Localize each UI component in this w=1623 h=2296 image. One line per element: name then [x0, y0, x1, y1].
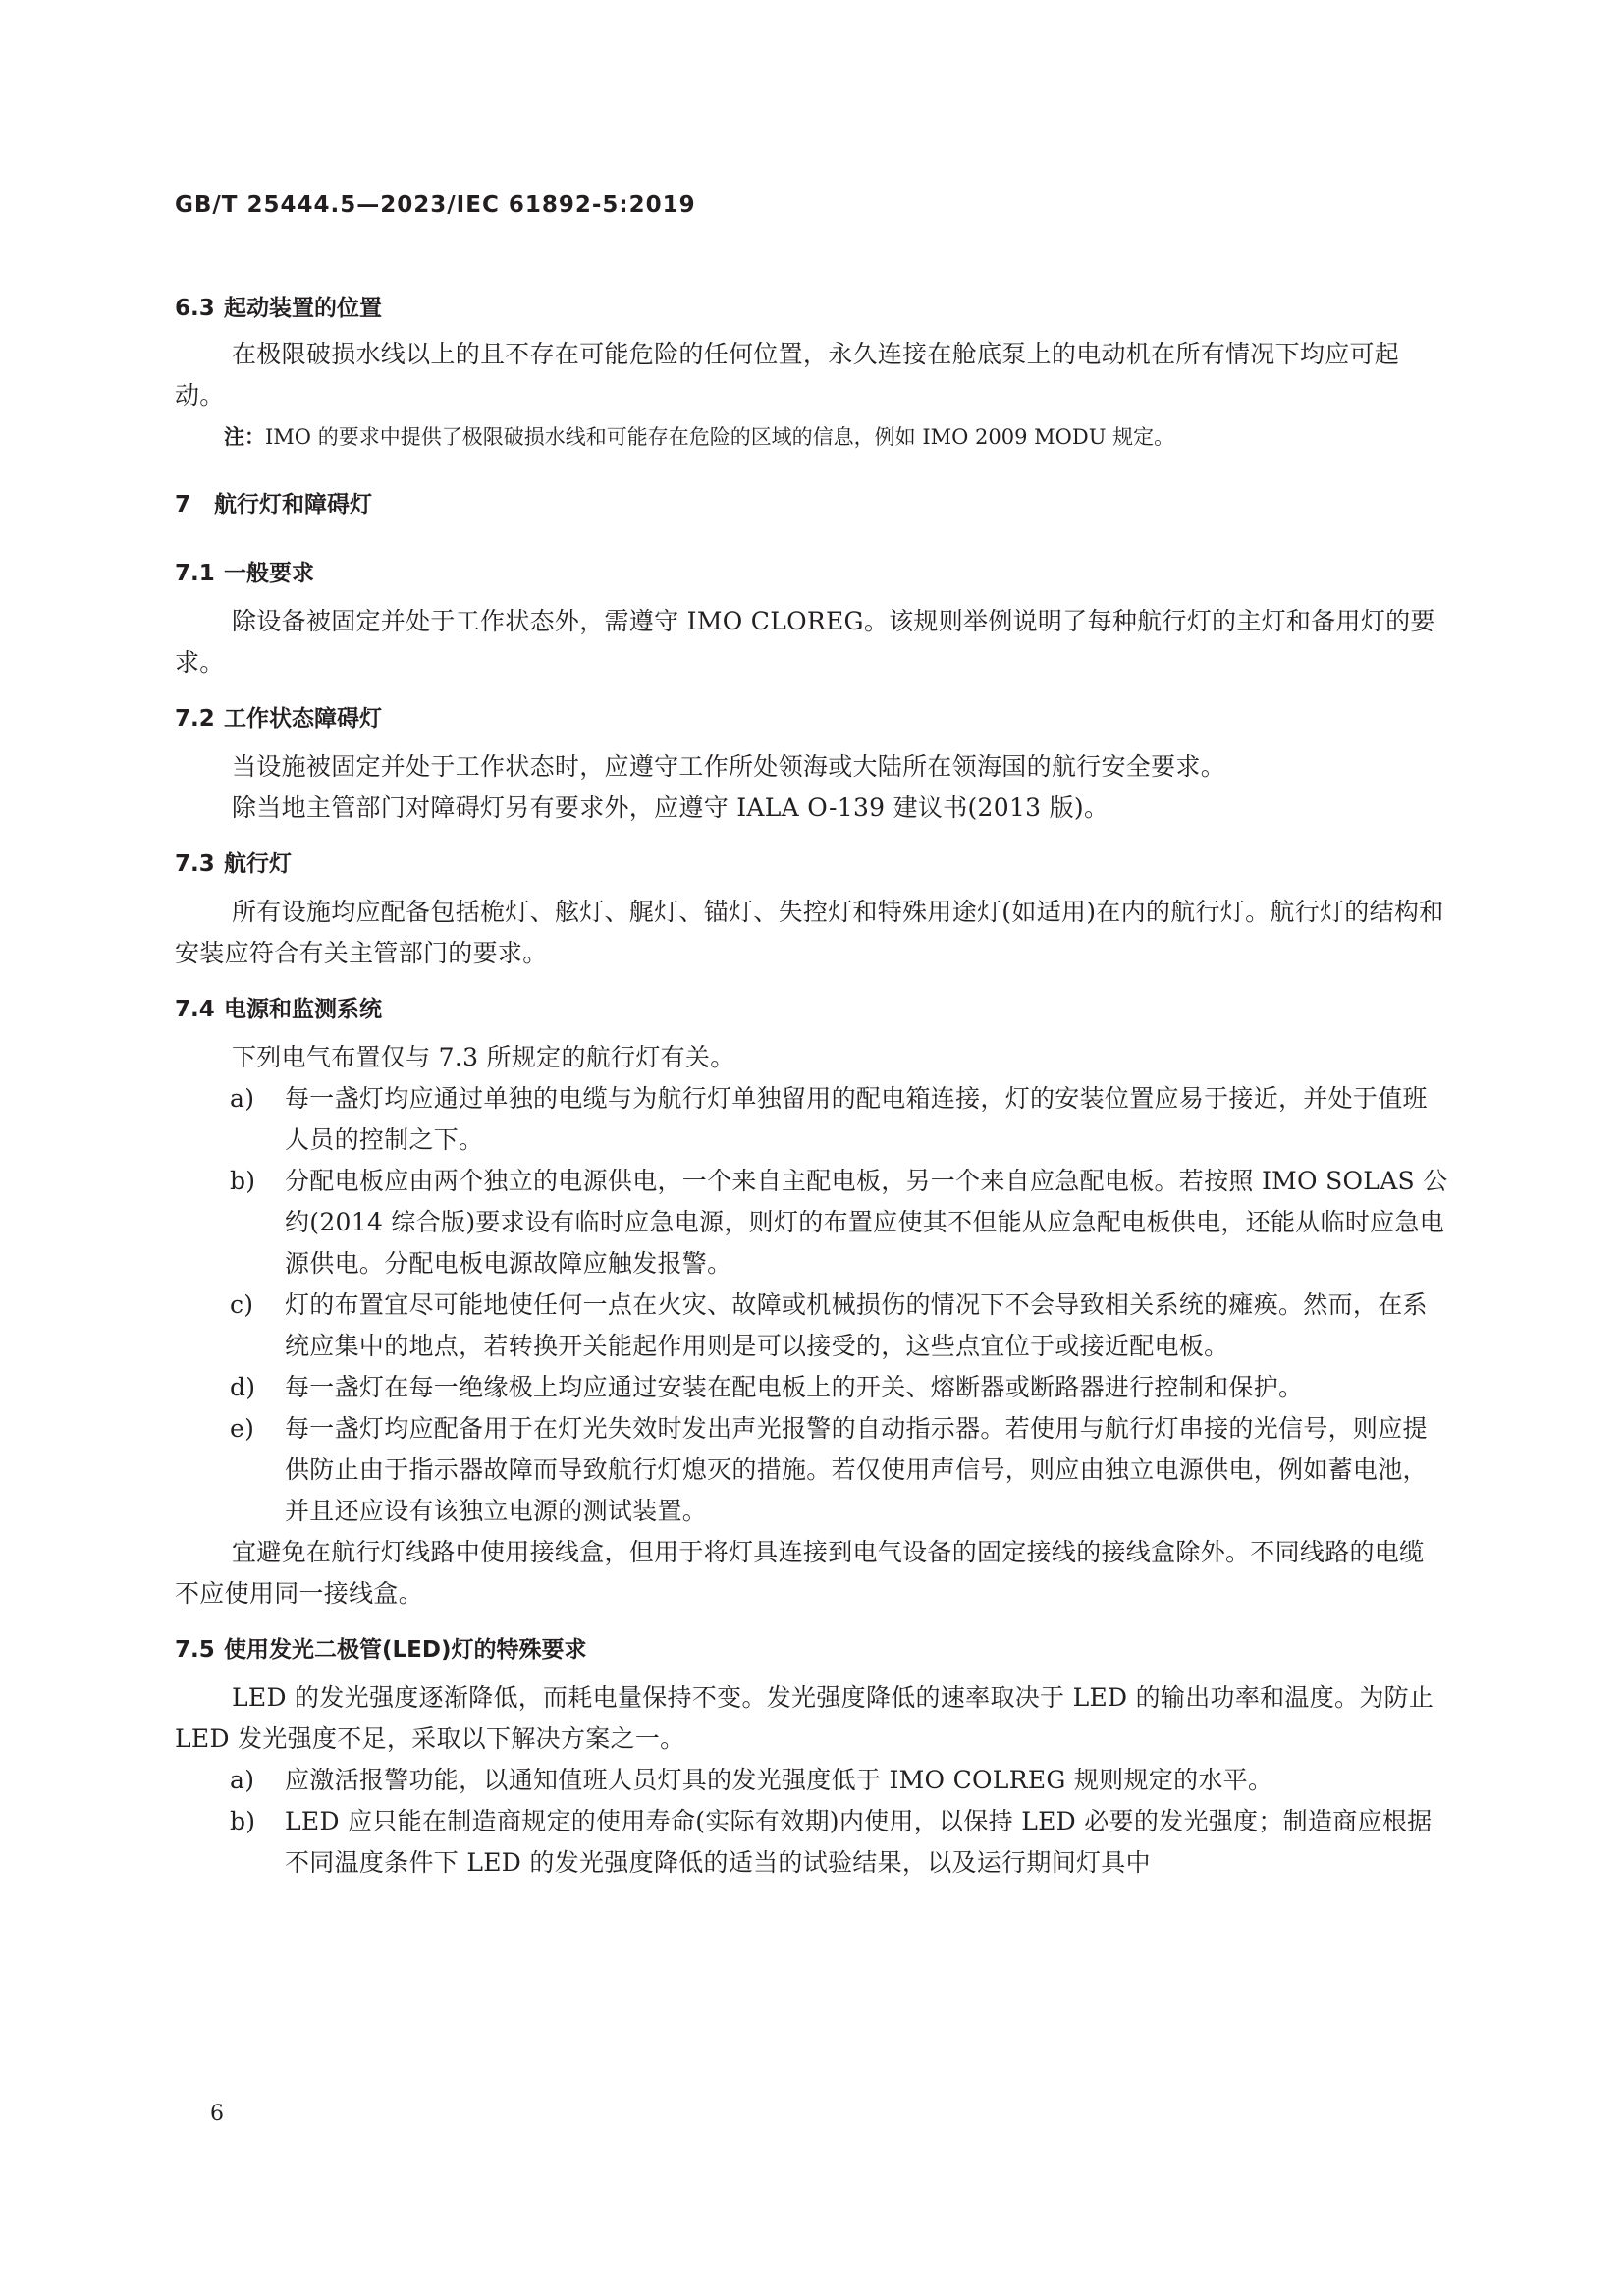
section-7-3 — [175, 847, 1448, 974]
paragraph: 除设备被固定并处于工作状态外，需遵守 IMO CLOREG。该规则举例说明了每种航行灯的主灯和备用灯的要求。 — [175, 607, 1435, 677]
note-label: 注： — [224, 425, 265, 449]
list-label: b) — [230, 1167, 256, 1195]
list-item — [175, 1285, 1448, 1367]
paragraph: 所有设施均应配备包括桅灯、舷灯、艉灯、锚灯、失控灯和特殊用途灯(如适用)在内的航行灯。航行灯的结构和安装应符合有关主管部门的要求。 — [175, 898, 1444, 967]
section-heading: 6.3 起动装置的位置 — [175, 296, 382, 321]
standard-header: GB/T 25444.5—2023/IEC 61892-5:2019 — [175, 192, 696, 218]
list-text: 分配电板应由两个独立的电源供电，一个来自主配电板，另一个来自应急配电板。若按照 IMO SOLAS 公约(2014 综合版)要求设有临时应急电源，则灯的布置应使其不但能从应急配电板供电，还能从临时应急电源供电。分配电板电源故障应触发报警。 — [285, 1167, 1448, 1278]
list-label: d) — [230, 1373, 256, 1401]
list-text: 每一盏灯均应通过单独的电缆与为航行灯单独留用的配电箱连接，灯的安装位置应易于接近，并处于值班人员的控制之下。 — [285, 1084, 1428, 1154]
list-item — [175, 1161, 1448, 1285]
section-7-5 — [175, 1632, 1448, 1884]
list-label: a) — [230, 1766, 255, 1794]
paragraph: 下列电气布置仅与 7.3 所规定的航行灯有关。 — [232, 1043, 735, 1071]
paragraph: 宜避免在航行灯线路中使用接线盒，但用于将灯具连接到电气设备的固定接线的接线盒除外。不同线路的电缆不应使用同一接线盒。 — [175, 1538, 1425, 1608]
paragraph: 在极限破损水线以上的且不存在可能危险的任何位置，永久连接在舱底泵上的电动机在所有情况下均应可起动。 — [175, 340, 1400, 410]
note — [175, 420, 1448, 454]
list-text: LED 应只能在制造商规定的使用寿命(实际有效期)内使用，以保持 LED 必要的发光强度；制造商应根据不同温度条件下 LED 的发光强度降低的适当的试验结果，以及运行期间灯具中 — [285, 1807, 1433, 1877]
list-label: a) — [230, 1084, 255, 1113]
paragraph: 除当地主管部门对障碍灯另有要求外，应遵守 IALA O-139 建议书(2013 版)。 — [232, 793, 1109, 822]
section-heading: 7.4 电源和监测系统 — [175, 997, 382, 1022]
section-heading: 7.5 使用发光二极管(LED)灯的特殊要求 — [175, 1637, 587, 1663]
list-item — [175, 1760, 1448, 1801]
section-7-2 — [175, 701, 1448, 829]
section-heading: 7.1 一般要求 — [175, 561, 314, 586]
section-7 — [175, 487, 1448, 522]
list-label: b) — [230, 1807, 256, 1835]
list-label: c) — [230, 1290, 254, 1319]
list-item — [175, 1078, 1448, 1161]
section-7-4 — [175, 992, 1448, 1614]
chapter-heading: 7 航行灯和障碍灯 — [175, 492, 372, 518]
list-item — [175, 1408, 1448, 1532]
section-heading: 7.3 航行灯 — [175, 851, 292, 877]
section-6-3 — [175, 291, 1448, 454]
section-7-1 — [175, 556, 1448, 683]
list-text: 应激活报警功能，以通知值班人员灯具的发光强度低于 IMO COLREG 规则规定的水平。 — [285, 1766, 1273, 1794]
list-text: 灯的布置宜尽可能地使任何一点在火灾、故障或机械损伤的情况下不会导致相关系统的瘫痪。然而，在系统应集中的地点，若转换开关能起作用则是可以接受的，这些点宜位于或接近配电板。 — [285, 1290, 1428, 1360]
section-heading: 7.2 工作状态障碍灯 — [175, 706, 382, 732]
note-text: IMO 的要求中提供了极限破损水线和可能存在危险的区域的信息，例如 IMO 2009 MODU 规定。 — [265, 425, 1175, 449]
document-body — [175, 291, 1448, 1884]
paragraph: 当设施被固定并处于工作状态时，应遵守工作所处领海或大陆所在领海国的航行安全要求。 — [232, 752, 1226, 781]
list-item — [175, 1367, 1448, 1408]
list-text: 每一盏灯均应配备用于在灯光失效时发出声光报警的自动指示器。若使用与航行灯串接的光信号，则应提供防止由于指示器故障而导致航行灯熄灭的措施。若仅使用声信号，则应由独立电源供电，例如蓄电池，并且还应设有该独立电源的测试装置。 — [285, 1414, 1428, 1525]
list-item — [175, 1801, 1448, 1884]
list-text: 每一盏灯在每一绝缘极上均应通过安装在配电板上的开关、熔断器或断路器进行控制和保护。 — [285, 1373, 1304, 1401]
list-label: e) — [230, 1414, 255, 1443]
paragraph: LED 的发光强度逐渐降低，而耗电量保持不变。发光强度降低的速率取决于 LED 的输出功率和温度。为防止 LED 发光强度不足，采取以下解决方案之一。 — [175, 1683, 1434, 1753]
page-number: 6 — [210, 2102, 224, 2126]
